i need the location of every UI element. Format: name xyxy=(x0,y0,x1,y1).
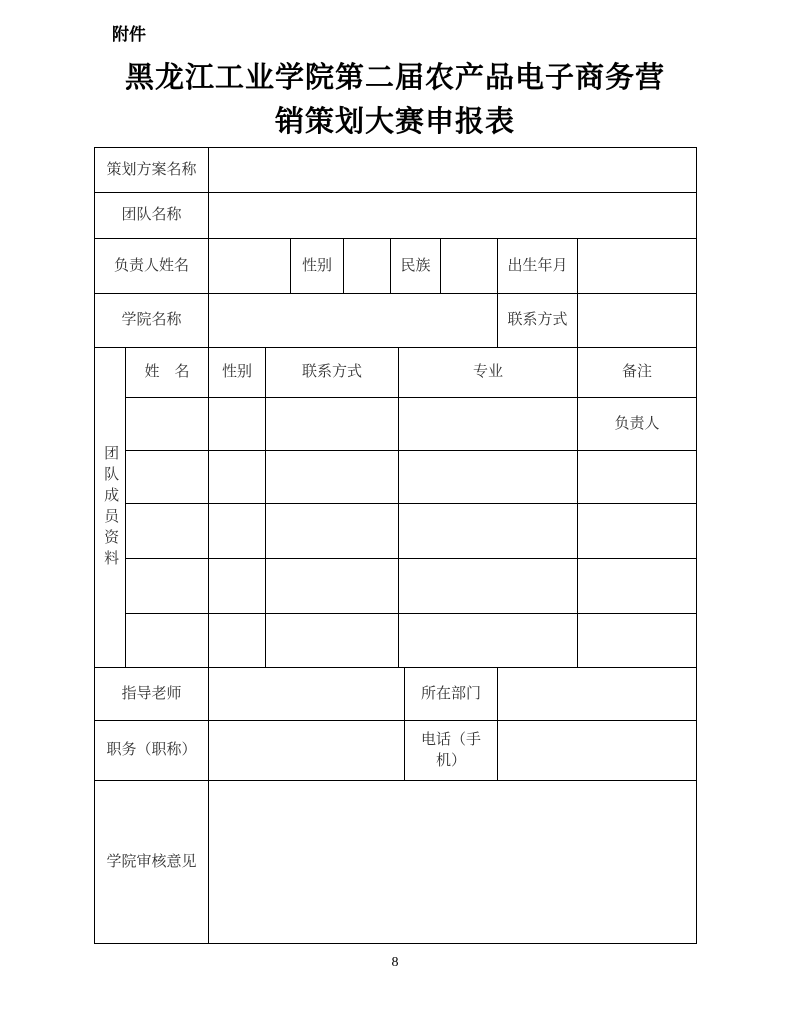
member-remark-cell xyxy=(578,614,696,668)
team-members-section-label: 团队成员资料 xyxy=(102,444,120,571)
review-row xyxy=(95,781,696,943)
member-col-remark-header: 备注 xyxy=(578,348,696,398)
team-name-value-cell xyxy=(209,193,696,239)
advisor-value-cell xyxy=(209,668,405,721)
gender-label: 性别 xyxy=(291,239,344,294)
page-title-line2: 销策划大赛申报表 xyxy=(274,106,515,138)
phone-label-cell xyxy=(405,721,498,781)
member-name-cell xyxy=(126,559,209,614)
position-label: 职务（职称） xyxy=(95,721,209,781)
advisor-row xyxy=(95,668,696,721)
leader-info-row xyxy=(95,239,696,294)
member-name-cell xyxy=(126,504,209,559)
member-gender-cell xyxy=(209,559,266,614)
page-title-line1: 黑龙江工业学院第二届农产品电子商务营 xyxy=(124,62,665,94)
member-col-name-header: 姓 名 xyxy=(126,348,209,398)
member-header-row xyxy=(126,348,696,398)
member-remark-cell xyxy=(578,559,696,614)
member-major-cell xyxy=(399,451,578,504)
ethnicity-label: 民族 xyxy=(391,239,441,294)
member-gender-cell xyxy=(209,398,266,451)
birth-date-value-cell xyxy=(578,239,696,294)
member-contact-cell xyxy=(266,559,399,614)
member-contact-cell xyxy=(266,614,399,668)
plan-name-label: 策划方案名称 xyxy=(95,148,209,193)
application-form-table xyxy=(94,147,697,944)
member-col-gender-header: 性别 xyxy=(209,348,266,398)
position-row xyxy=(95,721,696,781)
college-name-value-cell xyxy=(209,294,498,348)
team-name-row xyxy=(95,193,696,239)
member-remark-cell: 负责人 xyxy=(578,398,696,451)
member-remark-cell xyxy=(578,451,696,504)
member-major-cell xyxy=(399,504,578,559)
phone-value-cell xyxy=(498,721,696,781)
page-title xyxy=(0,56,790,144)
team-members-subtable xyxy=(126,348,696,668)
leader-name-label: 负责人姓名 xyxy=(95,239,209,294)
review-value-cell xyxy=(209,781,696,943)
department-label: 所在部门 xyxy=(405,668,498,721)
member-row xyxy=(126,398,696,451)
team-name-label: 团队名称 xyxy=(95,193,209,239)
member-contact-cell xyxy=(266,451,399,504)
ethnicity-value-cell xyxy=(441,239,498,294)
member-row xyxy=(126,614,696,668)
member-name-cell xyxy=(126,451,209,504)
phone-label: 电话（手机） xyxy=(420,731,481,769)
member-major-cell xyxy=(399,614,578,668)
member-row xyxy=(126,504,696,559)
member-col-major-header: 专业 xyxy=(399,348,578,398)
team-members-section-label-cell xyxy=(95,348,126,668)
contact-value-cell xyxy=(578,294,696,348)
birth-date-label: 出生年月 xyxy=(498,239,578,294)
position-value-cell xyxy=(209,721,405,781)
contact-label: 联系方式 xyxy=(498,294,578,348)
member-col-contact-header: 联系方式 xyxy=(266,348,399,398)
member-major-cell xyxy=(399,559,578,614)
college-info-row xyxy=(95,294,696,348)
member-contact-cell xyxy=(266,398,399,451)
member-name-cell xyxy=(126,398,209,451)
member-major-cell xyxy=(399,398,578,451)
member-row xyxy=(126,451,696,504)
plan-name-row xyxy=(95,148,696,193)
leader-name-value-cell xyxy=(209,239,291,294)
gender-value-cell xyxy=(344,239,391,294)
member-remark-cell xyxy=(578,504,696,559)
attachment-label: 附件 xyxy=(112,25,146,44)
advisor-label: 指导老师 xyxy=(95,668,209,721)
page-number: 8 xyxy=(391,955,399,970)
member-contact-cell xyxy=(266,504,399,559)
member-gender-cell xyxy=(209,614,266,668)
plan-name-value-cell xyxy=(209,148,696,193)
college-name-label: 学院名称 xyxy=(95,294,209,348)
review-label: 学院审核意见 xyxy=(95,781,209,943)
team-members-section xyxy=(95,348,696,668)
member-gender-cell xyxy=(209,504,266,559)
department-value-cell xyxy=(498,668,696,721)
member-name-cell xyxy=(126,614,209,668)
member-gender-cell xyxy=(209,451,266,504)
member-row xyxy=(126,559,696,614)
